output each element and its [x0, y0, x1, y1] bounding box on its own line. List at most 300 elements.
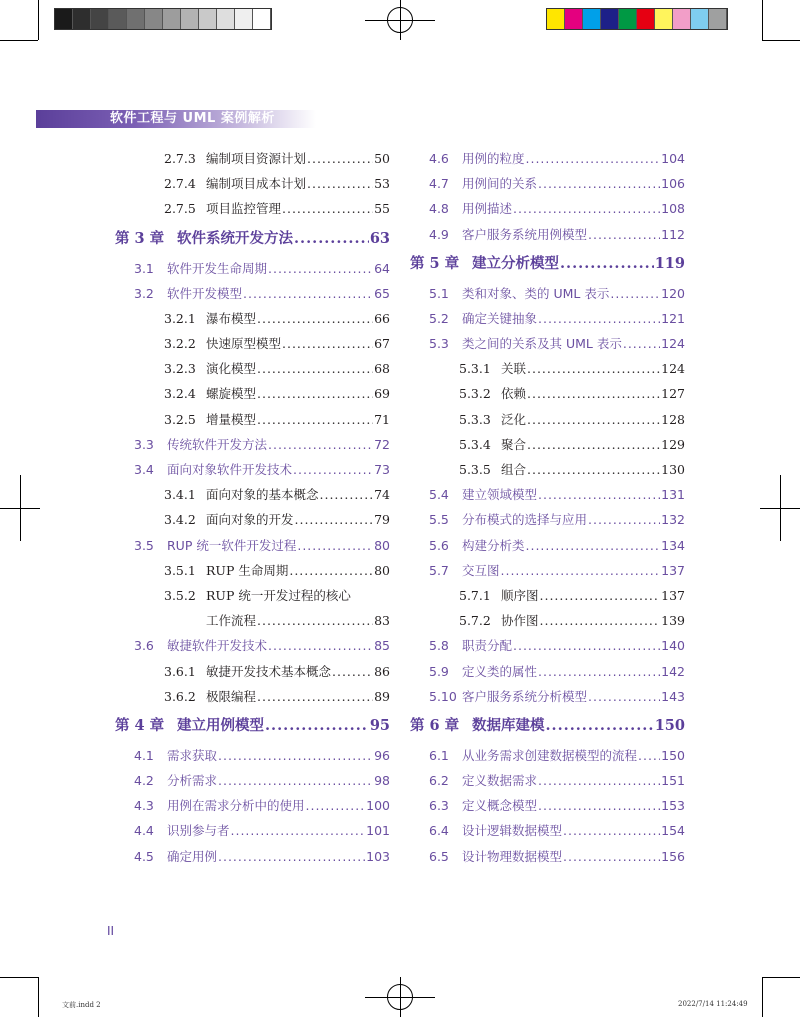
toc-entry-title: 确定用例 — [167, 848, 218, 864]
toc-subsection-entry[interactable] — [410, 608, 685, 633]
toc-entry-number: 第 4 章 — [115, 716, 165, 734]
toc-section-entry[interactable] — [115, 256, 390, 281]
toc-entry-number: 3.2.5 — [164, 411, 196, 427]
toc-subsection-entry[interactable] — [115, 608, 390, 633]
toc-section-entry[interactable] — [410, 844, 685, 869]
toc-entry-title: 需求获取 — [167, 747, 218, 763]
leader-dots — [257, 382, 373, 407]
leader-dots — [527, 457, 660, 482]
toc-entry-title: 用例描述 — [462, 201, 513, 217]
leader-dots — [546, 709, 654, 743]
toc-entry-page: 96 — [374, 747, 390, 763]
toc-chapter-entry[interactable] — [410, 709, 685, 743]
toc-entry-number: 5.3.4 — [459, 436, 491, 452]
color-swatch — [583, 9, 601, 29]
color-swatch — [655, 9, 673, 29]
registration-circle — [387, 7, 413, 33]
toc-subsection-entry[interactable] — [410, 407, 685, 432]
toc-section-entry[interactable] — [115, 432, 390, 457]
toc-entry-page: 140 — [661, 638, 685, 654]
toc-section-entry[interactable] — [115, 533, 390, 558]
toc-entry-page: 74 — [374, 487, 390, 503]
page-number: II — [107, 924, 115, 938]
toc-entry-number: 5.7 — [429, 562, 449, 578]
toc-chapter-entry[interactable] — [115, 709, 390, 743]
toc-subsection-entry[interactable] — [115, 684, 390, 709]
leader-dots — [257, 684, 373, 709]
color-swatch — [163, 9, 181, 29]
toc-entry-page: 79 — [374, 512, 390, 528]
crop-mark — [762, 977, 800, 978]
toc-section-entry[interactable] — [115, 819, 390, 844]
toc-entry-title: 泛化 — [501, 411, 527, 427]
leader-dots — [527, 356, 660, 381]
toc-section-entry[interactable] — [410, 743, 685, 768]
toc-entry-number: 5.3 — [429, 336, 449, 352]
toc-entry-number: 5.6 — [429, 537, 449, 553]
leader-dots — [538, 793, 660, 818]
toc-subsection-entry[interactable] — [115, 171, 390, 196]
toc-entry-number: 5.3.2 — [459, 386, 491, 402]
toc-entry-title: 工作流程 — [206, 613, 257, 629]
leader-dots — [293, 457, 373, 482]
toc-entry-title: 项目监控管理 — [206, 201, 282, 217]
color-swatch — [235, 9, 253, 29]
toc-section-entry[interactable] — [115, 281, 390, 306]
color-swatch — [199, 9, 217, 29]
leader-dots — [540, 583, 661, 608]
toc-entry-page: 124 — [661, 336, 685, 352]
toc-entry-page: 73 — [374, 462, 390, 478]
registration-mark — [20, 475, 21, 541]
toc-section-entry[interactable] — [410, 306, 685, 331]
toc-entry-title: 用例在需求分析中的使用 — [167, 798, 305, 814]
toc-subsection-entry[interactable] — [115, 407, 390, 432]
toc-entry-title: 建立用例模型 — [177, 716, 264, 734]
toc-entry-title: 建立领域模型 — [462, 487, 538, 503]
toc-entry-number: 6.4 — [429, 823, 449, 839]
toc-entry-number: 5.5 — [429, 512, 449, 528]
toc-entry-page: 150 — [661, 747, 685, 763]
toc-entry-number: 2.7.3 — [164, 150, 196, 166]
toc-entry-number: 6.2 — [429, 773, 449, 789]
toc-entry-title: 确定关键抽象 — [462, 310, 538, 326]
toc-entry-title: 面向对象的开发 — [206, 512, 294, 528]
leader-dots — [295, 507, 374, 532]
toc-entry-page: 85 — [374, 638, 390, 654]
toc-section-entry[interactable] — [410, 793, 685, 818]
toc-section-entry[interactable] — [410, 281, 685, 306]
toc-entry-page: 69 — [374, 386, 390, 402]
toc-entry-page: 156 — [661, 848, 685, 864]
toc-entry-page: 86 — [374, 663, 390, 679]
leader-dots — [294, 222, 369, 256]
toc-entry-title: 分析需求 — [167, 773, 218, 789]
toc-entry-number: 4.2 — [134, 773, 154, 789]
leader-dots — [320, 482, 374, 507]
toc-entry-page: 65 — [374, 285, 390, 301]
toc-entry-page: 154 — [661, 823, 685, 839]
toc-entry-number: 3.4 — [134, 462, 154, 478]
toc-entry-number: 3.1 — [134, 260, 154, 276]
leader-dots — [560, 247, 654, 281]
leader-dots — [623, 331, 660, 356]
leader-dots — [297, 533, 373, 558]
toc-entry-number: 4.5 — [134, 848, 154, 864]
toc-section-entry[interactable] — [410, 558, 685, 583]
toc-entry-page: 134 — [661, 537, 685, 553]
toc-chapter-entry[interactable] — [115, 222, 390, 256]
toc-entry-number: 3.4.1 — [164, 487, 196, 503]
color-swatch — [145, 9, 163, 29]
toc-subsection-entry[interactable] — [410, 356, 685, 381]
toc-entry-number: 4.8 — [429, 201, 449, 217]
toc-entry-number: 5.1 — [429, 285, 449, 301]
toc-section-entry[interactable] — [410, 222, 685, 247]
toc-entry-title: 用例的粒度 — [462, 150, 525, 166]
toc-entry-page: 63 — [369, 229, 390, 247]
toc-subsection-entry[interactable] — [410, 432, 685, 457]
toc-section-entry[interactable] — [410, 482, 685, 507]
leader-dots — [538, 171, 660, 196]
toc-entry-number: 4.9 — [429, 226, 449, 242]
toc-section-entry[interactable] — [410, 507, 685, 532]
slug-filename: 文前.indd 2 — [62, 1001, 101, 1009]
toc-entry-number: 5.3.5 — [459, 462, 491, 478]
toc-entry-number: 6.1 — [429, 747, 449, 763]
toc-entry-number: 5.7.2 — [459, 613, 491, 629]
leader-dots — [265, 709, 369, 743]
toc-entry-title: 数据库建模 — [472, 716, 545, 734]
toc-entry-page: 103 — [366, 848, 390, 864]
toc-entry-title: 敏捷开发技术基本概念 — [206, 663, 332, 679]
color-swatch — [565, 9, 583, 29]
toc-subsection-entry[interactable] — [115, 146, 390, 171]
toc-chapter-entry[interactable] — [410, 247, 685, 281]
leader-dots — [282, 331, 373, 356]
leader-dots — [638, 743, 660, 768]
leader-dots — [231, 819, 366, 844]
leader-dots — [268, 633, 373, 658]
toc-entry-title: 识别参与者 — [167, 823, 230, 839]
toc-entry-page: 104 — [661, 150, 685, 166]
leader-dots — [513, 633, 660, 658]
leader-dots — [563, 844, 660, 869]
leader-dots — [538, 306, 660, 331]
color-swatch — [109, 9, 127, 29]
toc-left-column — [115, 146, 390, 869]
toc-section-entry[interactable] — [410, 659, 685, 684]
toc-entry-number: 2.7.4 — [164, 176, 196, 192]
toc-entry-title: 编制项目成本计划 — [206, 176, 307, 192]
leader-dots — [527, 407, 660, 432]
toc-entry-title: 分布模式的选择与应用 — [462, 512, 588, 528]
toc-entry-page: 137 — [661, 587, 685, 603]
toc-entry-title: 极限编程 — [206, 688, 257, 704]
toc-entry-page: 106 — [661, 176, 685, 192]
toc-entry-title: 类和对象、类的 UML 表示 — [462, 285, 610, 301]
toc-entry-title: 快速原型模型 — [206, 336, 282, 352]
toc-entry-title: 依赖 — [501, 386, 527, 402]
toc-entry-title: 关联 — [501, 361, 527, 377]
toc-entry-number: 3.5.1 — [164, 562, 196, 578]
toc-subsection-entry[interactable] — [115, 482, 390, 507]
leader-dots — [268, 432, 373, 457]
leader-dots — [218, 768, 373, 793]
toc-entry-page: 153 — [661, 798, 685, 814]
toc-entry-title: 组合 — [501, 462, 527, 478]
leader-dots — [588, 507, 660, 532]
crop-mark — [0, 977, 38, 978]
toc-entry-number: 5.10 — [429, 688, 457, 704]
toc-entry-title: 瀑布模型 — [206, 310, 257, 326]
toc-entry-number: 5.2 — [429, 310, 449, 326]
leader-dots — [282, 196, 373, 221]
toc-entry-title: RUP 生命周期 — [206, 562, 289, 578]
toc-entry-number: 3.2.4 — [164, 386, 196, 402]
toc-entry-title: 敏捷软件开发技术 — [167, 638, 268, 654]
leader-dots — [588, 684, 660, 709]
toc-section-entry[interactable] — [410, 819, 685, 844]
toc-entry-page: 72 — [374, 436, 390, 452]
toc-subsection-entry[interactable] — [115, 382, 390, 407]
toc-section-entry[interactable] — [115, 844, 390, 869]
toc-entry-page: 150 — [654, 716, 685, 734]
leader-dots — [563, 819, 660, 844]
toc-subsection-entry[interactable] — [115, 507, 390, 532]
toc-subsection-entry[interactable] — [410, 457, 685, 482]
toc-entry-page: 120 — [661, 285, 685, 301]
leader-dots — [526, 146, 661, 171]
leader-dots — [538, 768, 660, 793]
toc-entry-page: 143 — [661, 688, 685, 704]
color-swatch — [637, 9, 655, 29]
color-swatch — [547, 9, 565, 29]
leader-dots — [526, 533, 661, 558]
toc-section-entry[interactable] — [410, 171, 685, 196]
color-swatch — [691, 9, 709, 29]
toc-entry-page: 67 — [374, 336, 390, 352]
leader-dots — [307, 171, 373, 196]
toc-entry-number: 3.2.2 — [164, 336, 196, 352]
toc-subsection-entry[interactable] — [115, 306, 390, 331]
toc-entry-title: 面向对象软件开发技术 — [167, 462, 293, 478]
toc-section-entry[interactable] — [410, 196, 685, 221]
toc-entry-number: 第 6 章 — [410, 716, 460, 734]
leader-dots — [332, 659, 373, 684]
toc-entry-number: 5.8 — [429, 638, 449, 654]
leader-dots — [527, 432, 660, 457]
toc-section-entry[interactable] — [410, 684, 685, 709]
toc-section-entry[interactable] — [410, 633, 685, 658]
toc-entry-title: 从业务需求创建数据模型的流程 — [462, 747, 638, 763]
toc-entry-title: 定义数据需求 — [462, 773, 538, 789]
toc-entry-number: 3.3 — [134, 436, 154, 452]
toc-entry-page: 139 — [661, 613, 685, 629]
toc-section-entry[interactable] — [115, 793, 390, 818]
toc-entry-title: 编制项目资源计划 — [206, 150, 307, 166]
leader-dots — [243, 281, 373, 306]
color-swatch — [127, 9, 145, 29]
color-swatch — [73, 9, 91, 29]
registration-circle — [387, 984, 413, 1010]
crop-mark — [762, 0, 763, 40]
toc-subsection-entry[interactable] — [410, 382, 685, 407]
toc-entry-title: 交互图 — [462, 562, 500, 578]
toc-entry-number: 3.4.2 — [164, 512, 196, 528]
toc-entry-number: 3.5.2 — [164, 587, 196, 603]
leader-dots — [257, 608, 373, 633]
toc-entry-number: 5.4 — [429, 487, 449, 503]
leader-dots — [538, 482, 660, 507]
toc-entry-title: 聚合 — [501, 436, 527, 452]
toc-entry-number: 第 5 章 — [410, 254, 460, 272]
leader-dots — [257, 356, 373, 381]
toc-entry-page: 112 — [661, 226, 685, 242]
crop-mark — [38, 977, 39, 1017]
toc-entry-page: 108 — [661, 201, 685, 217]
toc-subsection-entry[interactable] — [410, 583, 685, 608]
toc-entry-page: 95 — [369, 716, 390, 734]
toc-section-entry[interactable] — [115, 633, 390, 658]
toc-entry-title: 客户服务系统用例模型 — [462, 226, 588, 242]
toc-entry-number: 4.3 — [134, 798, 154, 814]
toc-subsection-entry[interactable] — [115, 659, 390, 684]
leader-dots — [218, 743, 373, 768]
toc-entry-page: 127 — [661, 386, 685, 402]
toc-section-entry[interactable] — [410, 146, 685, 171]
leader-dots — [527, 382, 660, 407]
toc-entry-number: 3.2.3 — [164, 361, 196, 377]
toc-entry-page: 80 — [374, 562, 390, 578]
toc-entry-page: 64 — [374, 260, 390, 276]
toc-entry-page: 121 — [661, 310, 685, 326]
toc-subsection-entry[interactable] — [115, 356, 390, 381]
toc-entry-title: 演化模型 — [206, 361, 257, 377]
toc-section-entry[interactable] — [115, 768, 390, 793]
toc-entry-page: 128 — [661, 411, 685, 427]
leader-dots — [501, 558, 661, 583]
color-swatch — [55, 9, 73, 29]
toc-subsection-entry[interactable] — [115, 583, 390, 608]
toc-entry-title: 建立分析模型 — [472, 254, 559, 272]
toc-entry-title: 顺序图 — [501, 587, 539, 603]
toc-subsection-entry[interactable] — [115, 558, 390, 583]
toc-entry-number: 3.2 — [134, 285, 154, 301]
color-swatch — [619, 9, 637, 29]
toc-entry-number: 6.3 — [429, 798, 449, 814]
color-swatch — [91, 9, 109, 29]
slug-timestamp: 2022/7/14 11:24:49 — [678, 1000, 748, 1008]
toc-entry-page: 132 — [661, 512, 685, 528]
leader-dots — [268, 256, 373, 281]
toc-entry-title: 软件系统开发方法 — [177, 229, 293, 247]
toc-entry-title: 协作图 — [501, 613, 539, 629]
toc-entry-number: 4.7 — [429, 176, 449, 192]
toc-entry-title: 螺旋模型 — [206, 386, 257, 402]
toc-entry-page: 80 — [374, 537, 390, 553]
toc-section-entry[interactable] — [410, 331, 685, 356]
color-swatch — [601, 9, 619, 29]
toc-entry-title: 类之间的关系及其 UML 表示 — [462, 336, 622, 352]
leader-dots — [538, 659, 660, 684]
toc-entry-title: 定义概念模型 — [462, 798, 538, 814]
toc-entry-number: 第 3 章 — [115, 229, 165, 247]
toc-entry-number: 5.9 — [429, 663, 449, 679]
toc-entry-page: 71 — [374, 411, 390, 427]
leader-dots — [306, 793, 366, 818]
toc-subsection-entry[interactable] — [115, 196, 390, 221]
crop-mark — [0, 40, 38, 41]
running-header-title: 软件工程与 UML 案例解析 — [110, 111, 275, 126]
toc-entry-page: 50 — [374, 150, 390, 166]
gray-color-bar — [54, 8, 272, 30]
registration-mark — [780, 475, 781, 541]
toc-section-entry[interactable] — [410, 768, 685, 793]
toc-entry-page: 151 — [661, 773, 685, 789]
toc-entry-page: 124 — [661, 361, 685, 377]
toc-entry-page: 89 — [374, 688, 390, 704]
leader-dots — [289, 558, 373, 583]
toc-entry-page: 98 — [374, 773, 390, 789]
toc-section-entry[interactable] — [115, 743, 390, 768]
leader-dots — [540, 608, 661, 633]
toc-entry-page: 83 — [374, 613, 390, 629]
toc-entry-page: 66 — [374, 310, 390, 326]
toc-entry-number: 4.6 — [429, 150, 449, 166]
toc-entry-number: 5.3.3 — [459, 411, 491, 427]
toc-entry-title: RUP 统一开发过程的核心 — [206, 587, 351, 603]
toc-entry-number: 3.2.1 — [164, 310, 196, 326]
leader-dots — [257, 407, 373, 432]
toc-entry-page: 129 — [661, 436, 685, 452]
toc-entry-title: 设计逻辑数据模型 — [462, 823, 563, 839]
toc-entry-number: 3.6.1 — [164, 663, 196, 679]
toc-entry-number: 3.5 — [134, 537, 154, 553]
toc-section-entry[interactable] — [410, 533, 685, 558]
color-swatch — [253, 9, 271, 29]
leader-dots — [610, 281, 660, 306]
toc-entry-page: 53 — [374, 176, 390, 192]
toc-entry-title: 职责分配 — [462, 638, 513, 654]
toc-entry-page: 101 — [366, 823, 390, 839]
leader-dots — [218, 844, 365, 869]
toc-entry-title: 增量模型 — [206, 411, 257, 427]
color-swatch — [181, 9, 199, 29]
toc-subsection-entry[interactable] — [115, 331, 390, 356]
toc-entry-title: 设计物理数据模型 — [462, 848, 563, 864]
toc-entry-page: 55 — [374, 201, 390, 217]
toc-entry-title: 定义类的属性 — [462, 663, 538, 679]
process-color-bar — [546, 8, 728, 30]
toc-entry-page: 68 — [374, 361, 390, 377]
leader-dots — [588, 222, 660, 247]
leader-dots — [307, 146, 373, 171]
toc-entry-title: 软件开发生命周期 — [167, 260, 268, 276]
toc-entry-number: 5.3.1 — [459, 361, 491, 377]
toc-entry-title: 构建分析类 — [462, 537, 525, 553]
leader-dots — [513, 196, 660, 221]
color-swatch — [709, 9, 727, 29]
toc-section-entry[interactable] — [115, 457, 390, 482]
toc-entry-number: 5.7.1 — [459, 587, 491, 603]
crop-mark — [762, 40, 800, 41]
toc-entry-title: RUP 统一软件开发过程 — [167, 537, 297, 553]
toc-entry-title: 面向对象的基本概念 — [206, 487, 319, 503]
toc-entry-title: 客户服务系统分析模型 — [462, 688, 588, 704]
crop-mark — [762, 977, 763, 1017]
color-swatch — [217, 9, 235, 29]
